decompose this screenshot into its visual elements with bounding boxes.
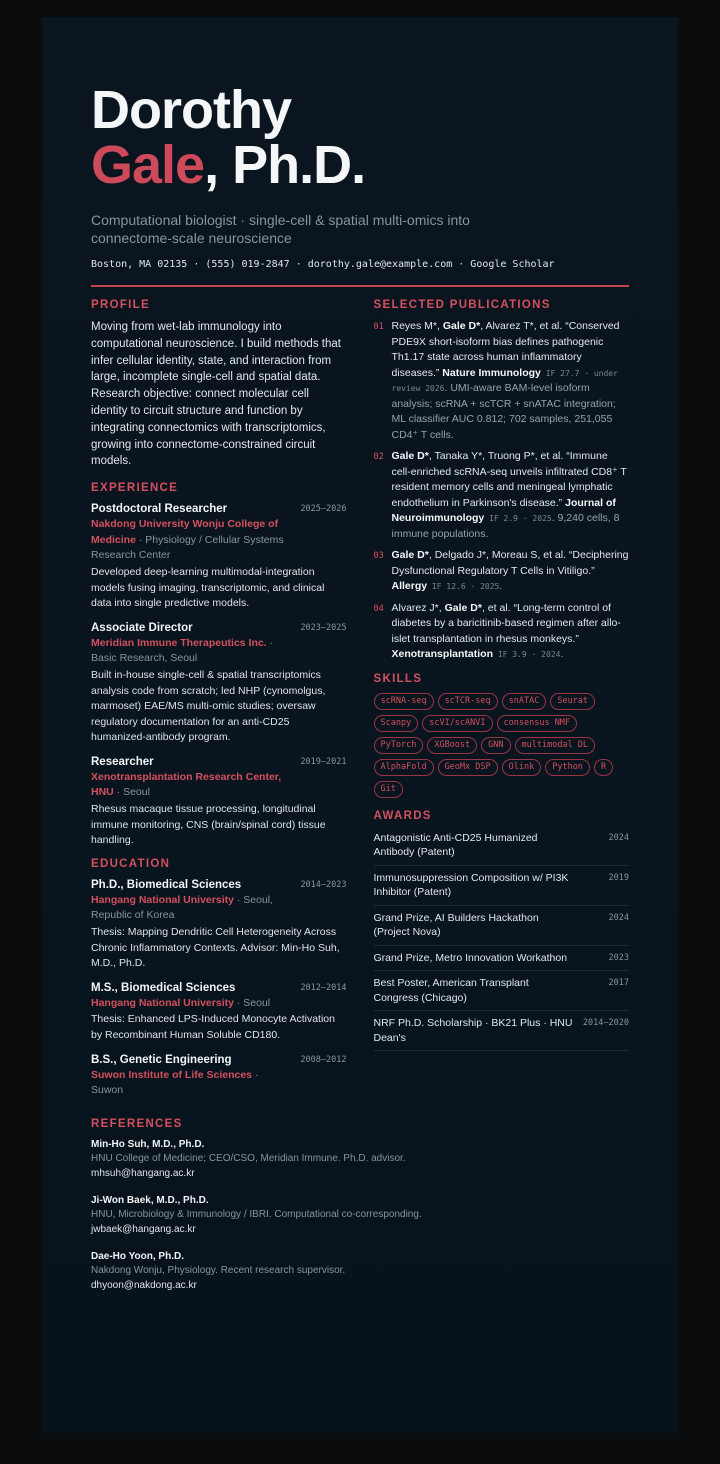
reference-name: Dae-Ho Yoon, Ph.D. (91, 1250, 184, 1262)
education-item-organization-line (91, 1068, 291, 1099)
publication-authors-rest: , Delgado J*, Moreau S, et al. (428, 549, 567, 561)
experience-item-organization: Xenotransplantation Research Center, HNU (91, 770, 282, 799)
publication-title: “Conserved PDE9X short-isoform bias defines pathogenic Th1.17 state across human inflammatory diseases.” (391, 320, 620, 379)
publication-item (374, 548, 630, 595)
award-item (374, 1011, 630, 1051)
award-title: Best Poster, American Transplant Congress (Chicago) (373, 977, 529, 1004)
experience-item-organization-line (91, 636, 291, 667)
publication-meta: IF 27.7 · under review 2026 (391, 368, 618, 393)
experience-item-detail: · Physiology / Cellular Systems Research Center (91, 533, 284, 562)
name-heading (91, 80, 629, 195)
experience-item-years: 2025–2026 (300, 504, 347, 515)
contact-line[interactable]: Boston, MA 02135 · (555) 019-2847 · dorothy.gale@example.com · Google Scholar (91, 259, 555, 270)
award-year: 2023 (608, 952, 629, 963)
tagline: Computational biologist · single-cell & spatial multi-omics into connectome-scale neuroscience (91, 212, 470, 246)
award-title: Antagonistic Anti-CD25 Humanized Antibody (Patent) (373, 831, 538, 858)
publication-item (374, 449, 630, 542)
experience-heading: EXPERIENCE (91, 482, 179, 495)
publication-item (374, 601, 630, 663)
header-divider (91, 285, 629, 287)
publication-citation (392, 319, 630, 443)
reference-email[interactable]: mhsuh@hangang.ac.kr (91, 1167, 195, 1179)
skill-chip: scVI/scANVI (422, 715, 492, 732)
publication-author-highlight: Gale D* (391, 549, 429, 561)
education-item-header (91, 981, 347, 996)
skills-heading: SKILLS (373, 672, 423, 685)
experience-item-years: 2023–2025 (300, 622, 347, 633)
publication-authors: Reyes M*, (391, 320, 443, 332)
education-item-organization: Hangang National University (91, 893, 234, 906)
award-item (374, 906, 630, 946)
reference-name: Ji-Won Baek, M.D., Ph.D. (91, 1194, 209, 1206)
reference-description: Nakdong Wonju, Physiology. Recent research supervisor. (91, 1264, 346, 1276)
skill-chip: XGBoost (427, 737, 477, 754)
publication-number: 01 (373, 322, 384, 332)
award-title: Grand Prize, Metro Innovation Workathon (373, 951, 568, 964)
experience-item-organization-line (91, 517, 291, 564)
skill-chip: GNN (481, 737, 510, 754)
experience-item-detail: · Basic Research, Seoul (91, 636, 274, 665)
reference-item (91, 1250, 629, 1293)
education-item (91, 1053, 347, 1099)
awards-list (374, 826, 630, 1052)
skill-chip: consensus NMF (497, 715, 578, 732)
experience-item-header (91, 755, 347, 770)
skill-chip: GeoMx DSP (438, 759, 498, 776)
reference-item (91, 1138, 629, 1181)
experience-list (91, 502, 347, 849)
award-year: 2017 (608, 978, 629, 988)
experience-item-title: Associate Director (91, 621, 193, 634)
skill-chip: Scanpy (374, 715, 419, 732)
skills-list (374, 693, 630, 798)
publication-authors: Alvarez J*, (391, 601, 445, 614)
references-section (91, 1118, 629, 1293)
award-title: NRF Ph.D. Scholarship · BK21 Plus · HNU Dean's (373, 1017, 573, 1044)
experience-item-header (91, 502, 347, 517)
skill-chip: Git (374, 781, 403, 798)
right-column (374, 299, 630, 1108)
skill-chip: R (594, 759, 613, 776)
publication-author-highlight: Gale D* (391, 450, 429, 462)
award-title: Grand Prize, AI Builders Hackathon (Project Nova) (373, 911, 539, 938)
publication-note: . (560, 648, 564, 660)
education-item-description: Thesis: Mapping Dendritic Cell Heterogeneity Across Chronic Inflammatory Contexts. Advisor: Min-Ho Suh, M.D., Ph.D. (91, 926, 340, 970)
education-heading: EDUCATION (91, 857, 171, 870)
reference-email[interactable]: dhyoon@nakdong.ac.kr (91, 1279, 197, 1291)
publication-journal: Allergy (391, 580, 428, 592)
award-year: 2024 (608, 912, 629, 923)
education-item-organization-line (91, 893, 291, 924)
education-item-years: 2014–2023 (300, 879, 347, 890)
publication-authors-rest: , et al. (481, 601, 511, 614)
skill-chip: scTCR-seq (438, 693, 498, 710)
publication-author-highlight: Gale D* (442, 320, 481, 332)
resume-sheet (42, 17, 678, 1433)
education-item-header (91, 878, 347, 893)
profile-heading: PROFILE (91, 299, 150, 311)
education-item-organization-line (91, 996, 291, 1012)
reference-list (91, 1138, 629, 1293)
publication-number: 03 (373, 551, 384, 561)
experience-item-description: Rhesus macaque tissue processing, longitudinal immune monitoring, CNS (brain/spinal cord) tissue handling. (91, 803, 326, 847)
publication-journal: Xenotransplantation (391, 648, 494, 660)
award-item (374, 866, 630, 906)
first-name: Dorothy (91, 80, 291, 140)
publication-item (374, 319, 630, 443)
award-year: 2024 (608, 832, 629, 843)
references-heading: REFERENCES (91, 1117, 183, 1130)
award-item (374, 946, 630, 972)
experience-item-detail: · Seoul (113, 786, 150, 799)
experience-item-description: Developed deep-learning multimodal-integration models fusing imaging, transcriptomic, and clinical data into single predictive models. (91, 565, 325, 610)
publication-citation (392, 548, 630, 595)
reference-item (91, 1194, 629, 1237)
publication-list (374, 319, 630, 663)
publication-author-highlight: Gale D* (444, 601, 482, 614)
education-item-header (91, 1053, 347, 1068)
awards-heading: AWARDS (373, 809, 432, 822)
education-item-title: Ph.D., Biomedical Sciences (91, 878, 242, 891)
name-suffix: , Ph.D. (204, 135, 366, 195)
publication-citation (392, 601, 630, 663)
experience-item (91, 755, 347, 849)
experience-item-title: Postdoctoral Researcher (91, 503, 228, 516)
left-column (91, 299, 347, 1108)
education-item-detail: · Suwon (91, 1068, 259, 1097)
education-item-organization: Suwon Institute of Life Sciences (91, 1068, 253, 1081)
reference-description: HNU, Microbiology & Immunology / IBRI. Computational co-corresponding. (91, 1208, 422, 1220)
publication-title: “Long-term control of diabetes by a baricitinib-based regimen after allo-islet transplantation in rhesus monkeys.” (391, 601, 621, 645)
experience-item-organization: Meridian Immune Therapeutics Inc. (91, 636, 267, 649)
skill-chip: multimodal DL (515, 737, 596, 754)
education-item-detail: · Seoul, Republic of Korea (91, 893, 274, 922)
publication-note: . (499, 580, 503, 592)
award-item (374, 826, 630, 866)
publication-meta: IF 2.9 · 2025 (484, 514, 552, 523)
experience-item-description: Built in-house single-cell & spatial transcriptomics analysis code from scratch; led NHP (cynomolgus, marmoset) EAE/MS multi-omic studies; oversaw regulatory documentation for an anti-CD25 humanized-antibody program. (91, 668, 326, 744)
publication-number: 04 (373, 603, 384, 614)
last-name: Gale (91, 135, 205, 195)
experience-item (91, 502, 347, 612)
education-item-years: 2008–2012 (300, 1054, 347, 1065)
reference-email[interactable]: jwbaek@hangang.ac.kr (91, 1223, 196, 1235)
experience-item (91, 621, 347, 746)
publication-journal: Journal of Neuroimmunology (391, 496, 616, 524)
publication-number: 02 (373, 452, 384, 462)
education-list (91, 878, 347, 1099)
education-item (91, 981, 347, 1044)
experience-item-header (91, 621, 347, 636)
education-item-title: M.S., Biomedical Sciences (91, 981, 236, 994)
experience-item-organization: Nakdong University Wonju College of Medicine (91, 518, 279, 546)
profile-text: Moving from wet-lab immunology into computational neuroscience. I build methods that infer cellular identity, state, and interaction from large, incomplete single-cell and spatial data. Research objective: connect molecular cell identity to circuit structure and function by integrating connectomics with transcriptomics, growing into connectome-constrained circuit models. (91, 321, 341, 468)
publications-heading: SELECTED PUBLICATIONS (373, 299, 551, 311)
publication-citation (392, 449, 630, 542)
education-item-title: B.S., Genetic Engineering (91, 1053, 232, 1066)
skill-chip: snATAC (502, 693, 547, 710)
award-year: 2019 (608, 872, 629, 883)
publication-journal: Nature Immunology (442, 366, 541, 379)
skill-chip: Olink (502, 759, 542, 776)
publication-note: . UMI-aware BAM-level isoform analysis; scRNA + scTCR + snATAC integration; ML classifier AUC 0.812; 702 samples, 251,055 CD4⁺ T cells. (391, 382, 616, 441)
education-item (91, 878, 347, 972)
skill-chip: PyTorch (374, 737, 424, 754)
publication-authors-rest: , Tanaka Y*, Truong P*, et al. (428, 450, 564, 462)
education-item-detail: · Seoul (233, 996, 271, 1009)
skill-chip: Python (545, 759, 590, 776)
award-title: Immunosuppression Composition w/ PI3K Inhibitor (Patent) (373, 871, 569, 898)
skill-chip: scRNA-seq (374, 693, 434, 710)
experience-item-years: 2019–2021 (300, 756, 347, 767)
skill-chip: AlphaFold (374, 759, 434, 776)
publication-authors-rest: , Alvarez T*, et al. (480, 320, 563, 332)
education-item-years: 2012–2014 (300, 982, 347, 993)
award-year: 2014–2020 (582, 1018, 629, 1028)
publication-title: “Immune cell-enriched scRNA-seq unveils infiltrated CD8⁺ T resident memory cells and meningeal lymphatic endothelium in Parkinson's disease.” (391, 450, 627, 509)
publication-meta: IF 12.6 · 2025 (427, 582, 500, 591)
experience-item-title: Researcher (91, 755, 154, 768)
education-item-organization: Hangang National University (91, 996, 234, 1009)
education-item-description: Thesis: Enhanced LPS-Induced Monocyte Activation by Recombinant Human Soluble CD180. (91, 1013, 335, 1042)
publication-meta: IF 3.9 · 2024 (493, 650, 561, 659)
reference-name: Min-Ho Suh, M.D., Ph.D. (91, 1138, 205, 1150)
reference-description: HNU College of Medicine; CEO/CSO, Meridian Immune. Ph.D. advisor. (91, 1152, 406, 1164)
experience-item-organization-line (91, 770, 291, 801)
publication-note: . 9,240 cells, 8 immune populations. (391, 512, 620, 540)
skill-chip: Seurat (550, 693, 595, 710)
publication-title: “Deciphering Dysfunctional Regulatory T Cells in Vitiligo.” (391, 549, 629, 577)
award-item (374, 971, 630, 1011)
